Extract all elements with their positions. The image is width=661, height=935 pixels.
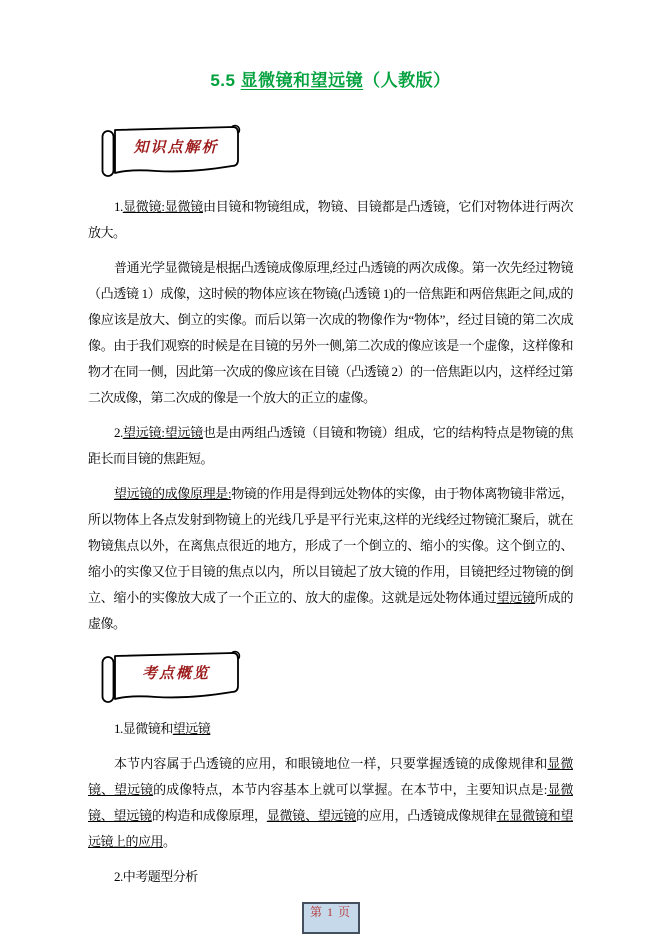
paragraph [88, 481, 573, 637]
paragraph [88, 864, 573, 890]
text-segment: 物镜的作用是得到远处物体的实像，由于物体离物镜非常远，所以物体上各点发射到物镜上的光线几乎是平行光束,这样的光线经过物镜汇聚后，就在物镜焦点以外，在离焦点很近的地方，形成了一个倒立的、缩小的实像。这个倒立的、缩小的实像又位于目镜的焦点以内，所以目镜起了放大镜的作用，目镜把经过物镜的倒立、缩小的实像放大成了一个正立的、放大的虚像。这就是远处物体通过 [88, 486, 573, 605]
knowledge-section [88, 194, 573, 637]
text-segment: 由目镜和物镜组成，物镜、目镜都是凸透镜，它们对物体进行两次放大。 [88, 199, 573, 240]
text-segment: 。 [163, 834, 176, 849]
banner-label-knowledge: 知识点解析 [133, 140, 219, 156]
page-number-box [302, 902, 360, 934]
text-segment: 望远镜 [496, 590, 535, 605]
text-segment: 显微镜、望远镜 [266, 808, 357, 823]
paragraph [88, 716, 573, 742]
banner-label-overview: 考点概览 [141, 666, 210, 682]
text-segment: 显微镜、望远镜 [88, 756, 573, 797]
document-content [88, 120, 573, 890]
text-segment: 1.显微镜和 [114, 721, 173, 736]
text-segment: 望远镜的成像原理是: [114, 486, 232, 501]
page-title [88, 70, 573, 92]
paragraph [88, 194, 573, 246]
text-segment: 望远镜:望远镜 [122, 425, 203, 440]
text-segment: 在显微镜和望远镜上的应用 [88, 808, 573, 849]
text-segment: 1. [114, 199, 123, 214]
text-segment: 望远镜 [172, 721, 211, 736]
text-segment: 2. [114, 425, 123, 440]
text-segment: 本节内容属于凸透镜的应用，和眼镜地位一样，只要掌握透镜的成像规律和 [114, 756, 548, 771]
text-segment: 普通光学显微镜是根据凸透镜成像原理,经过凸透镜的两次成像。第一次先经过物镜（凸透镜 1）成像，这时候的物体应该在物镜(凸透镜 1)的一倍焦距和两倍焦距之间,成的像应该是放大、倒立的实像。而后以第一次成的物像作为“物体”，经过目镜的第二次成像。由于我们观察的时候是在目镜的另外一侧,第二次成的像应该是一个虚像，这样像和物才在同一侧，因此第一次成的像应该在目镜（凸透镜 2）的一倍焦距以内，这样经过第二次成像，第二次成的像是一个放大的正立的虚像。 [88, 260, 573, 405]
paragraph [88, 255, 573, 411]
text-segment: 5.5 [210, 71, 241, 90]
text-segment: 的成像特点，本节内容基本上就可以掌握。在本节中，主要知识点是: [153, 782, 547, 797]
text-segment: （人教版） [363, 71, 451, 90]
text-segment: 的应用，凸透镜成像规律 [356, 808, 497, 823]
text-segment: 显微镜、望远镜 [88, 782, 573, 823]
paragraph [88, 751, 573, 855]
scroll-banner-overview [98, 646, 248, 704]
paragraph [88, 420, 573, 472]
text-segment: 的构造和成像原理， [151, 808, 267, 823]
overview-section [88, 716, 573, 890]
text-segment: 显微镜和望远镜 [240, 71, 364, 90]
text-segment: 也是由两组凸透镜（目镜和物镜）组成，它的结构特点是物镜的焦距长而目镜的焦距短。 [88, 425, 573, 466]
scroll-banner-knowledge [98, 120, 248, 178]
text-segment: 显微镜:显微镜 [122, 199, 203, 214]
text-segment: 2.中考题型分析 [114, 869, 198, 884]
text-segment: 所成的虚像。 [88, 590, 573, 631]
page-number-label: 第 1 页 [309, 905, 351, 919]
